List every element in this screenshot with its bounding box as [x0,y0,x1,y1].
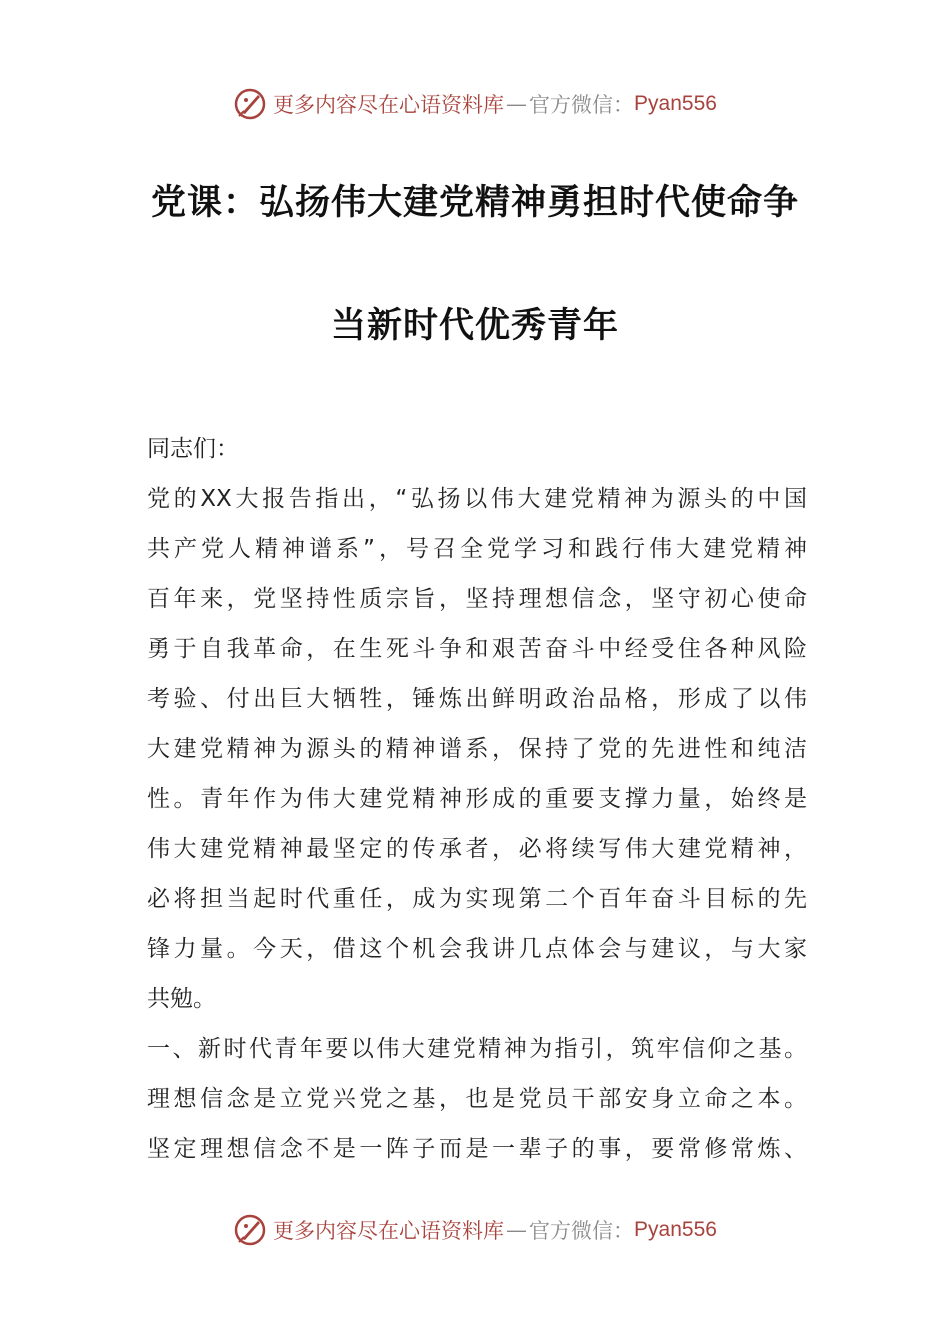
banner-wechat-label: 官方微信： [529,1219,635,1243]
body-line: 坚定理想信念不是一阵子而是一辈子的事，要常修常炼、 [147,1136,807,1162]
header-banner [0,82,950,126]
body-line: 理想信念是立党兴党之基，也是党员干部安身立命之本。 [147,1086,807,1112]
banner-text: 更多内容尽在心语资料库 [273,1219,505,1243]
body-line: 党的XX大报告指出，“弘扬以伟大建党精神为源头的中国 [147,486,807,512]
body-line: 大建党精神为源头的精神谱系，保持了党的先进性和纯洁 [147,736,807,762]
body-line: 共产党人精神谱系”，号召全党学习和践行伟大建党精神 [147,536,807,562]
banner-text: 更多内容尽在心语资料库 [273,93,505,117]
banner-dash: — [506,1218,528,1242]
body-line: 百年来，党坚持性质宗旨，坚持理想信念，坚守初心使命 [147,586,807,612]
section-heading-line: 一、新时代青年要以伟大建党精神为指引，筑牢信仰之基。 [147,1036,807,1062]
body-line: 考验、付出巨大牺牲，锤炼出鲜明政治品格，形成了以伟 [147,686,807,712]
body-line: 性。青年作为伟大建党精神形成的重要支撑力量，始终是 [147,786,807,812]
quill-pen-logo-icon [233,1213,267,1247]
body-line: 必将担当起时代重任，成为实现第二个百年奋斗目标的先 [147,886,807,912]
document-body [147,426,807,1176]
salutation-line: 同志们： [147,436,239,462]
body-line: 勇于自我革命，在生死斗争和艰苦奋斗中经受住各种风险 [147,636,807,662]
banner-wechat-id: Pyan556 [634,1218,717,1241]
body-line: 锋力量。今天，借这个机会我讲几点体会与建议，与大家 [147,936,807,962]
banner-wechat-label: 官方微信： [529,93,635,117]
body-line: 共勉。 [147,986,216,1012]
document-title-line-2: 当新时代优秀青年 [330,306,619,346]
quill-pen-logo-icon [233,87,267,121]
banner-dash: — [506,92,528,116]
banner-wechat-id: Pyan556 [634,92,717,115]
document-title-line-1: 党课：弘扬伟大建党精神勇担时代使命争 [150,183,799,223]
body-line: 伟大建党精神最坚定的传承者，必将续写伟大建党精神， [147,836,807,862]
footer-banner [0,1208,950,1252]
